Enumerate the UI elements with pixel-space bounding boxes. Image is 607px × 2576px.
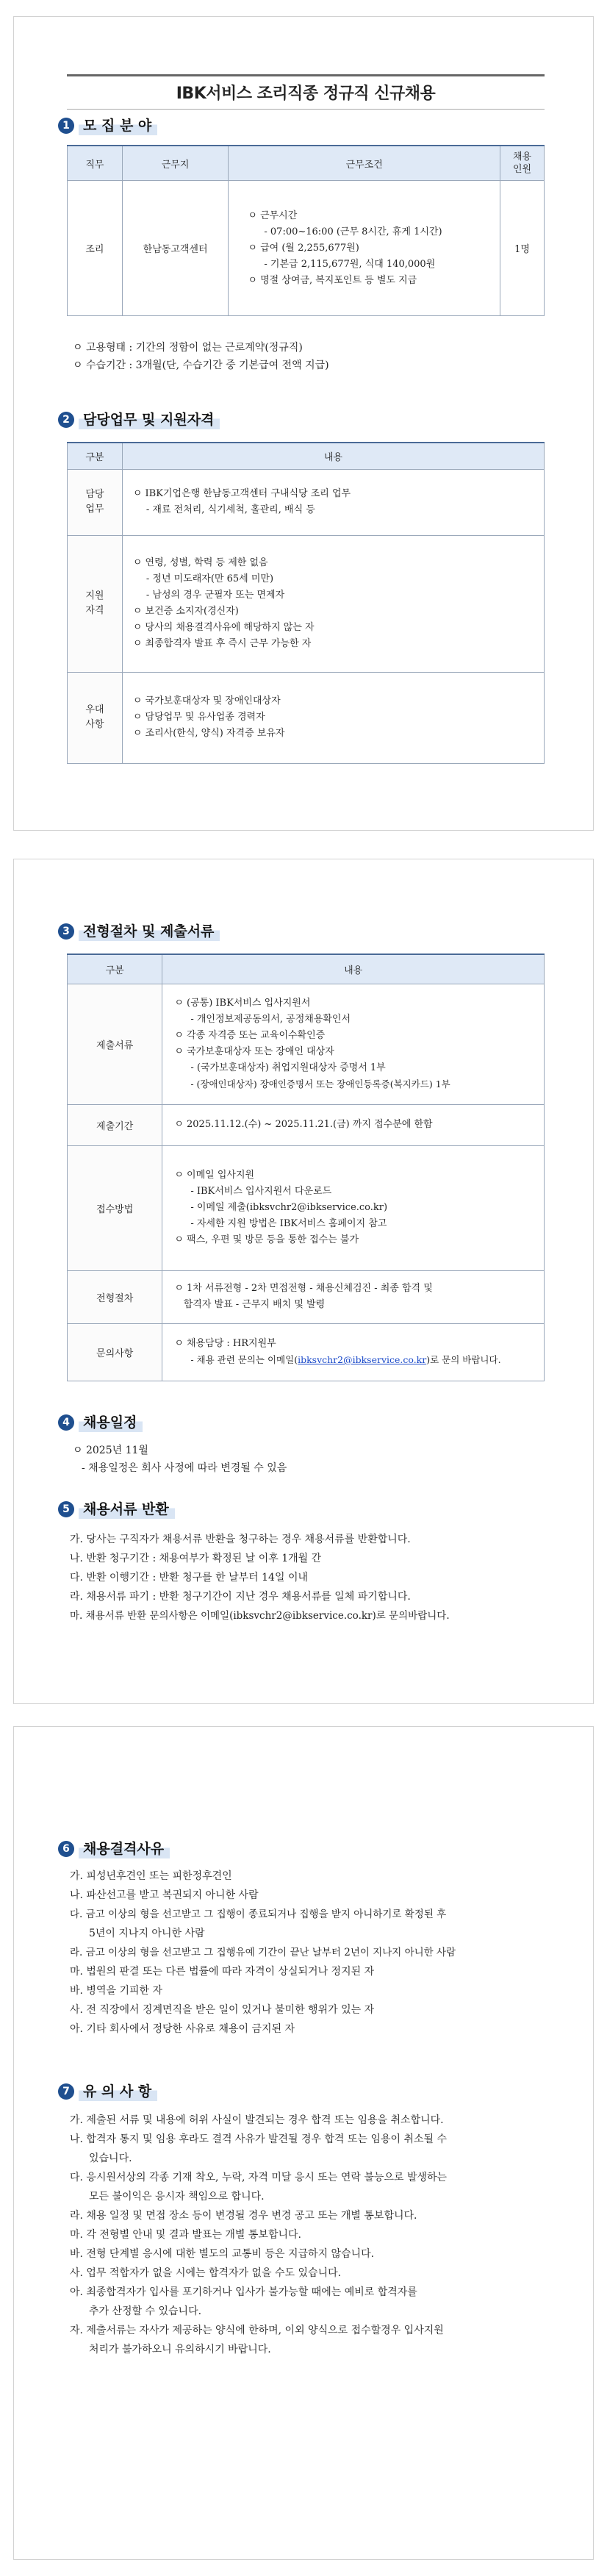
content-line: ㅇ 국가보훈대상자 또는 장애인 대상자: [174, 1046, 334, 1057]
procedure-label: 전형절차: [68, 1270, 162, 1323]
method-label: 접수방법: [68, 1145, 162, 1270]
list-item: 다. 반환 이행기간 : 반환 청구를 한 날부터 14일 이내: [70, 1572, 308, 1584]
inquiry-content: [162, 1323, 545, 1381]
list-item: 아. 최종합격자가 입사를 포기하거나 입사가 불가능할 때에는 예비로 합격자를: [70, 2286, 417, 2298]
section-6-heading: [58, 1839, 170, 1859]
page-1: [13, 16, 594, 831]
notice-list: [70, 2111, 555, 2359]
content-line: 합격자 발표 - 근무지 배치 및 발령: [174, 1299, 326, 1310]
section-number: 5: [58, 1501, 74, 1517]
list-item-continued: 처리가 불가하오니 유의하시기 바랍니다.: [89, 2344, 271, 2355]
count-cell: 1명: [500, 181, 545, 316]
section-title: 채용일정: [79, 1413, 143, 1432]
content-line: ㅇ IBK기업은행 한남동고객센터 구내식당 조리 업무: [132, 488, 351, 499]
section-1-heading: [58, 115, 157, 136]
list-item-continued: 모든 불이익은 응시자 책임으로 합니다.: [89, 2191, 265, 2203]
condition-line: - 07:00~16:00 (근무 8시간, 휴게 1시간): [264, 226, 442, 237]
procedure-content: [162, 1270, 545, 1323]
content-line: ㅇ 담당업무 및 유사업종 경력자: [132, 712, 265, 723]
list-item: 라. 채용서류 파기 : 반환 청구기간이 지난 경우 채용서류를 일체 파기합니다.: [70, 1591, 411, 1603]
section-2-heading: [58, 409, 220, 430]
section-title: 모 집 분 야: [79, 116, 157, 135]
preferences-content: [122, 672, 544, 763]
inquiry-tail: )로 문의 바랍니다.: [426, 1354, 501, 1365]
list-item: 바. 전형 단계별 응시에 대한 별도의 교통비 등은 지급하지 않습니다.: [70, 2248, 375, 2260]
content-line: ㅇ 보건증 소지자(경신자): [132, 606, 239, 617]
list-item: 다. 금고 이상의 형을 선고받고 그 집행이 종료되거나 집행을 받지 아니하기로 확정된 후: [70, 1908, 447, 1920]
content-line: [174, 1352, 536, 1368]
header-place: 근무지: [122, 146, 229, 181]
header-content: 내용: [122, 443, 544, 469]
section-title: 채용결격사유: [79, 1839, 170, 1858]
content-line: ㅇ 조리사(한식, 양식) 자격증 보유자: [132, 728, 285, 739]
list-item: 사. 전 직장에서 징계면직을 받은 일이 있거나 불미한 행위가 있는 자: [70, 2004, 375, 2016]
duties-content: [122, 469, 544, 535]
documents-label: 제출서류: [68, 984, 162, 1104]
header-category: 구분: [68, 954, 162, 984]
period-label: 제출기간: [68, 1104, 162, 1145]
list-item: 마. 채용서류 반환 문의사항은 이메일(ibksvchr2@ibkservice.co.kr)로 문의바랍니다.: [70, 1610, 450, 1622]
content-line: - IBK서비스 입사지원서 다운로드: [190, 1186, 332, 1197]
header-conditions: 근무조건: [229, 146, 500, 181]
list-item: 마. 각 전형별 안내 및 결과 발표는 개별 통보합니다.: [70, 2229, 301, 2241]
list-item: 라. 채용 일정 및 면접 장소 등이 변경될 경우 변경 공고 또는 개별 통보합니다.: [70, 2210, 417, 2222]
section-7-heading: [58, 2081, 157, 2102]
header-job: 직무: [68, 146, 123, 181]
method-content: [162, 1145, 545, 1270]
header-content: 내용: [162, 954, 545, 984]
content-line: - 남성의 경우 군필자 또는 면제자: [146, 590, 285, 601]
duties-table: [67, 442, 545, 764]
content-line: ㅇ 1차 서류전형 - 2차 면접전형 - 채용신체검진 - 최종 합격 및: [174, 1283, 433, 1294]
list-item: 아. 기타 회사에서 정당한 사유로 채용이 금지된 자: [70, 2023, 295, 2035]
documents-content: [162, 984, 545, 1104]
content-line: ㅇ 채용담당 : HR지원부: [174, 1338, 276, 1349]
condition-line: ㅇ 근무시간: [248, 210, 298, 221]
list-item: 가. 당사는 구직자가 채용서류 반환을 청구하는 경우 채용서류를 반환합니다.: [70, 1534, 411, 1545]
job-cell: 조리: [68, 181, 123, 316]
content-line: - (장애인대상자) 장애인증명서 또는 장애인등록증(복지카드) 1부: [190, 1078, 450, 1090]
conditions-cell: [229, 181, 500, 316]
content-line: ㅇ 최종합격자 발표 후 즉시 근무 가능한 자: [132, 638, 312, 649]
content-line: ㅇ 연령, 성별, 학력 등 제한 없음: [132, 557, 268, 568]
header-count: 채용 인원: [500, 146, 545, 181]
qualifications-label: 지원 자격: [68, 535, 123, 672]
employment-type-note: ㅇ 고용형태 : 기간의 정함이 없는 근로계약(정규직): [73, 342, 303, 354]
section-number: 2: [58, 412, 74, 428]
list-item: 가. 제출된 서류 및 내용에 허위 사실이 발견되는 경우 합격 또는 임용을 취소합니다.: [70, 2114, 444, 2126]
header-category: 구분: [68, 443, 123, 469]
content-line: - 개인정보제공동의서, 공정채용확인서: [190, 1014, 351, 1025]
recruitment-table: [67, 145, 545, 316]
condition-line: ㅇ 명절 상여금, 복지포인트 등 별도 지급: [248, 274, 417, 286]
content-line: ㅇ 각종 자격증 또는 교육이수확인증: [174, 1030, 326, 1041]
qualifications-content: [122, 535, 544, 672]
section-3-heading: [58, 921, 220, 942]
content-line: - 정년 미도래자(만 65세 미만): [146, 573, 274, 584]
email-link[interactable]: ibksvchr2@ibkservice.co.kr: [298, 1354, 427, 1365]
list-item-continued: 5년이 지나지 아니한 사람: [89, 1928, 205, 1939]
list-item: 사. 업무 적합자가 없을 시에는 합격자가 없을 수도 있습니다.: [70, 2267, 342, 2279]
inquiry-text: - 채용 관련 문의는 이메일(: [190, 1354, 298, 1365]
content-line: - 이메일 제출(ibksvchr2@ibkservice.co.kr): [190, 1202, 388, 1213]
list-item: 가. 피성년후견인 또는 피한정후견인: [70, 1870, 232, 1882]
content-line: ㅇ 팩스, 우편 및 방문 등을 통한 접수는 불가: [174, 1234, 359, 1245]
list-item: 다. 응시원서상의 각종 기재 착오, 누락, 자격 미달 응시 또는 연락 불능으로 발생하는: [70, 2172, 448, 2183]
section-title: 유 의 사 항: [79, 2082, 157, 2101]
list-item: 라. 금고 이상의 형을 선고받고 그 집행유예 기간이 끝난 날부터 2년이 지나지 아니한 사람: [70, 1947, 456, 1958]
section-number: 4: [58, 1414, 74, 1431]
list-item-continued: 추가 산정할 수 있습니다.: [89, 2305, 202, 2317]
section-title: 전형절차 및 제출서류: [79, 922, 220, 941]
list-item: 나. 반환 청구기간 : 채용여부가 확정된 날 이후 1개월 간: [70, 1553, 322, 1564]
content-line: ㅇ (공통) IBK서비스 입사지원서: [174, 998, 311, 1009]
section-4-heading: [58, 1412, 143, 1433]
inquiry-label: 문의사항: [68, 1323, 162, 1381]
list-item: 나. 합격자 통지 및 임용 후라도 결격 사유가 발견될 경우 합격 또는 임용이 취소될 수: [70, 2133, 448, 2145]
section-number: 6: [58, 1841, 74, 1857]
section-number: 7: [58, 2083, 74, 2100]
section-title: 담당업무 및 지원자격: [79, 410, 220, 429]
condition-line: - 기본급 2,115,677원, 식대 140,000원: [264, 258, 436, 270]
condition-line: ㅇ 급여 (월 2,255,677원): [248, 242, 359, 254]
schedule-line: - 채용일정은 회사 사정에 따라 변경될 수 있음: [82, 1462, 287, 1474]
content-line: ㅇ 당사의 채용결격사유에 해당하지 않는 자: [132, 622, 315, 633]
content-line: ㅇ 이메일 입사지원: [174, 1170, 255, 1181]
probation-note: ㅇ 수습기간 : 3개월(단, 수습기간 중 기본급여 전액 지급): [73, 359, 329, 371]
return-list: [70, 1530, 555, 1625]
schedule-line: ㅇ 2025년 11월: [73, 1445, 148, 1456]
page-3: [13, 1726, 594, 2560]
content-line: ㅇ 2025.11.12.(수) ~ 2025.11.21.(금) 까지 접수분에 한함: [174, 1119, 433, 1130]
page-2: [13, 859, 594, 1704]
section-number: 1: [58, 118, 74, 134]
list-item: 마. 법원의 판결 또는 다른 법률에 따라 자격이 상실되거나 정지된 자: [70, 1966, 375, 1978]
place-cell: 한남동고객센터: [122, 181, 229, 316]
duties-label: 담당 업무: [68, 469, 123, 535]
page-title: IBK서비스 조리직종 정규직 신규채용: [67, 74, 545, 110]
content-line: - 재료 전처리, 식기세척, 홀관리, 배식 등: [146, 504, 315, 515]
content-line: ㅇ 국가보훈대상자 및 장애인대상자: [132, 695, 281, 706]
content-line: - 자세한 지원 방법은 IBK서비스 홈페이지 참고: [190, 1218, 387, 1229]
section-title: 채용서류 반환: [79, 1500, 175, 1519]
list-item: 바. 병역을 기피한 자: [70, 1985, 162, 1997]
content-line: - (국가보훈대상자) 취업지원대상자 증명서 1부: [190, 1062, 386, 1073]
preferences-label: 우대 사항: [68, 672, 123, 763]
process-table: [67, 954, 545, 1381]
list-item: 나. 파산선고를 받고 복권되지 아니한 사람: [70, 1889, 259, 1901]
list-item-continued: 있습니다.: [89, 2153, 132, 2164]
section-5-heading: [58, 1499, 175, 1520]
period-content: [162, 1104, 545, 1145]
section-number: 3: [58, 923, 74, 940]
list-item: 자. 제출서류는 자사가 제공하는 양식에 한하며, 이외 양식으로 접수할경우 입사지원: [70, 2325, 444, 2336]
disqualification-list: [70, 1867, 555, 2039]
